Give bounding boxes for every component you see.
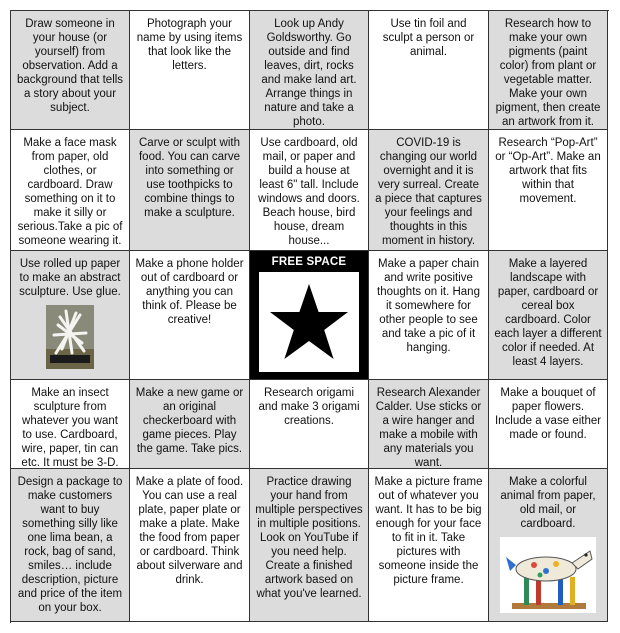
cell-r1c3: Look up Andy Goldsworthy. Go outside and find leaves, dirt, rocks and make land art. Arrange things in nature and take a photo. <box>250 11 369 130</box>
free-space-label: FREE SPACE <box>271 256 347 268</box>
cell-r2c5: Research “Pop-Art” or “Op-Art”. Make an artwork that fits within that movement. <box>489 130 608 251</box>
cell-r2c4: COVID-19 is changing our world overnight and it is very surreal. Create a piece that captures your feelings and thoughts in this moment in history. <box>369 130 489 251</box>
choice-board <box>10 10 609 623</box>
cell-r1c5: Research how to make your own pigments (paint color) from plant or vegetable matter. Make your own pigment, then create an artwork from it. <box>489 11 608 130</box>
star-icon <box>268 282 350 362</box>
cell-r3c4: Make a paper chain and write positive thoughts on it. Hang it somewhere for other people to see and take a pic of it hanging. <box>369 251 489 380</box>
cell-r4c2: Make a new game or an original checkerboard with game pieces. Play the game. Take pics. <box>130 380 250 469</box>
cell-r5c2: Make a plate of food. You can use a real plate, paper plate or make a plate. Make the food from paper or cardboard. Think about silverware and drink. <box>130 469 250 622</box>
star-panel <box>259 272 359 372</box>
paper-sculpture-image <box>46 305 94 369</box>
cell-r1c4: Use tin foil and sculpt a person or animal. <box>369 11 489 130</box>
cell-r5c1: Design a package to make customers want to buy something silly like one lima bean, a rock, bag of sand, smiles… include description, picture and price of the item on your box. <box>11 469 130 622</box>
cell-r3c1 <box>11 251 130 380</box>
cell-r5c4: Make a picture frame out of whatever you want. It has to be big enough for your face to fit in it. Take pictures with someone inside the picture frame. <box>369 469 489 622</box>
cell-r4c4: Research Alexander Calder. Use sticks or a wire hanger and make a mobile with any materials you want. <box>369 380 489 469</box>
animal-sculpture-image <box>500 537 596 613</box>
cell-r3c5: Make a layered landscape with paper, cardboard or cereal box cardboard. Color each layer a different color if needed. At least 4 layers. <box>489 251 608 380</box>
cell-r2c3: Use cardboard, old mail, or paper and build a house at least 6" tall. Include windows and doors. Beach house, bird house, dream house... <box>250 130 369 251</box>
cell-r3c1-text: Use rolled up paper to make an abstract sculpture. Use glue. <box>19 258 121 298</box>
cell-r2c1: Make a face mask from paper, old clothes, or cardboard. Draw something on it to make it silly or serious.Take a pic of someone wearing it. <box>11 130 130 251</box>
cell-r5c3: Practice drawing your hand from multiple perspectives in multiple positions. Look on YouTube if you need help. Create a finished artwork based on what you've learned. <box>250 469 369 622</box>
cell-r5c5 <box>489 469 608 622</box>
cell-r4c1: Make an insect sculpture from whatever you want to use. Cardboard, wire, paper, tin can etc. It must be 3-D. <box>11 380 130 469</box>
cell-r5c5-text: Make a colorful animal from paper, old mail, or cardboard. <box>500 476 596 530</box>
cell-r4c3: Research origami and make 3 origami creations. <box>250 380 369 469</box>
cell-r2c2: Carve or sculpt with food. You can carve into something or use toothpicks to combine things to make a sculpture. <box>130 130 250 251</box>
cell-r4c5: Make a bouquet of paper flowers. Include a vase either made or found. <box>489 380 608 469</box>
cell-free-space <box>250 251 369 380</box>
cell-r3c2: Make a phone holder out of cardboard or anything you can think of. Please be creative! <box>130 251 250 380</box>
cell-r1c2: Photograph your name by using items that look like the letters. <box>130 11 250 130</box>
cell-r1c1: Draw someone in your house (or yourself) from observation. Add a background that tells a story about your subject. <box>11 11 130 130</box>
